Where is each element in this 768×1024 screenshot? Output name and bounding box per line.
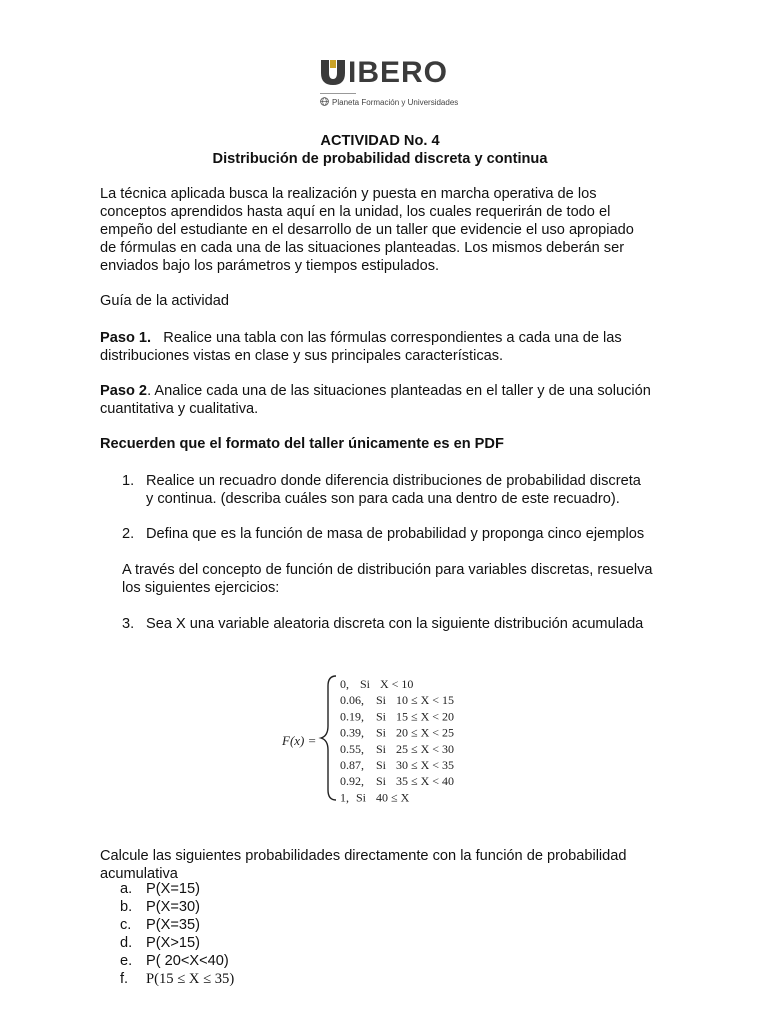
probability-questions [120,881,420,989]
formula-case-si: Si [376,725,387,740]
paso1-line2: distribuciones vistas en clase y sus principales características. [100,348,504,364]
question-letter: b. [120,899,133,915]
formula-case-value: 0.19, [340,709,364,724]
formula-svg [270,662,490,808]
ibero-logo [320,56,460,110]
list-item [122,616,662,634]
question-text: P(X=15) [146,881,200,897]
logo-subtitle-text: Planeta Formación y Universidades [332,98,459,107]
paso1-text: Realice una tabla con las fórmulas correspondientes a cada una de las [163,330,622,346]
cumulative-distribution-formula [270,662,490,808]
intro-line: de fórmulas en cada una de las situaciones planteadas. Los mismos deberán ser [100,240,625,256]
list-item-number: 1. [122,473,135,489]
question-row [120,971,420,989]
formula-cases [340,677,454,804]
question-letter: d. [120,935,133,951]
question-text: P( 20<X<40) [146,953,229,969]
list-item-text: Defina que es la función de masa de probabilidad y proponga cinco ejemplos [146,526,645,542]
discrete-intro-line: A través del concepto de función de distribución para variables discretas, resuelva [122,562,653,578]
logo-divider [320,93,356,94]
question-row [120,917,420,935]
formula-case-si: Si [360,677,371,691]
question-letter: e. [120,953,133,969]
question-row [120,953,420,971]
formula-brace [321,676,336,800]
list-item [122,473,662,509]
question-text: P(X>15) [146,935,200,951]
question-row [120,881,420,899]
pdf-reminder: Recuerden que el formato del taller únicamente es en PDF [100,436,504,452]
globe-icon [320,97,329,106]
formula-case-value: 0.39, [340,725,364,740]
intro-line: conceptos aprendidos hasta aquí en la unidad, los cuales requerirán de todo el [100,204,611,220]
page-title: ACTIVIDAD No. 4 [320,133,440,149]
formula-case-value: 0, [340,677,349,691]
list-item-text: Sea X una variable aleatoria discreta con la siguiente distribución acumulada [146,616,644,632]
question-letter: f. [120,971,129,987]
formula-case-si: Si [376,758,387,772]
formula-case-condition: X < 10 [380,677,414,691]
formula-case-si: Si [376,774,387,789]
paso2-line2: cuantitativa y cualitativa. [100,401,259,417]
formula-lhs: F(x) = [282,733,317,748]
list-item-line: Realice un recuadro donde diferencia distribuciones de probabilidad discreta [146,473,641,489]
list-item-number: 2. [122,526,135,542]
question-row [120,935,420,953]
formula-case-si: Si [376,693,387,708]
formula-case-value: 0.06, [340,693,364,708]
formula-case-condition: 15 ≤ X < 20 [396,709,455,724]
question-row [120,899,420,917]
list-item-text [146,473,662,508]
question-text: P(15 ≤ X ≤ 35) [146,971,235,987]
paso1-label: Paso 1. [100,330,152,346]
list-item-line: y continua. (describa cuáles son para cada una dentro de este recuadro). [146,490,620,507]
formula-case-condition: 10 ≤ X < 15 [396,693,455,708]
intro-line: La técnica aplicada busca la realización y puesta en marcha operativa de los [100,186,597,202]
paso2-line [100,383,660,401]
ibero-shield-icon [320,59,346,86]
formula-case-value: 1, [340,790,349,805]
paso1-line [100,330,660,348]
formula-case-condition: 25 ≤ X < 30 [396,741,455,756]
list-item-number: 3. [122,616,135,632]
page-subtitle: Distribución de probabilidad discreta y continua [212,151,548,167]
list-item [122,526,662,544]
paso2-label: Paso 2 [100,383,148,399]
formula-case-si: Si [376,709,387,724]
guide-label: Guía de la actividad [100,293,229,309]
discrete-intro-line: los siguientes ejercicios: [122,580,280,596]
logo-subtitle [320,97,458,108]
question-letter: c. [120,917,132,933]
question-text: P(X=30) [146,899,200,915]
question-letter: a. [120,881,133,897]
formula-case-condition: 20 ≤ X < 25 [396,725,455,740]
question-text: P(X=35) [146,917,200,933]
formula-case-value: 0.92, [340,774,364,789]
logo-wordmark: IBERO [348,56,449,89]
formula-case-condition: 40 ≤ X [376,790,410,805]
intro-line: empeño del estudiante en el desarrollo de un taller que evidencie el uso apropiado [100,222,634,238]
formula-case-condition: 35 ≤ X < 40 [396,774,455,789]
formula-case-si: Si [356,790,367,805]
paso2-text: . Analice cada una de las situaciones planteadas en el taller y de una solución [147,383,651,399]
formula-case-value: 0.55, [340,741,364,756]
formula-case-si: Si [376,741,387,756]
formula-case-condition: 30 ≤ X < 35 [396,758,455,772]
calc-line: acumulativa [100,866,178,882]
formula-case-value: 0.87, [340,758,364,772]
calc-line: Calcule las siguientes probabilidades directamente con la función de probabilidad [100,848,627,864]
intro-line: enviados bajo los parámetros y tiempos estipulados. [100,258,440,274]
